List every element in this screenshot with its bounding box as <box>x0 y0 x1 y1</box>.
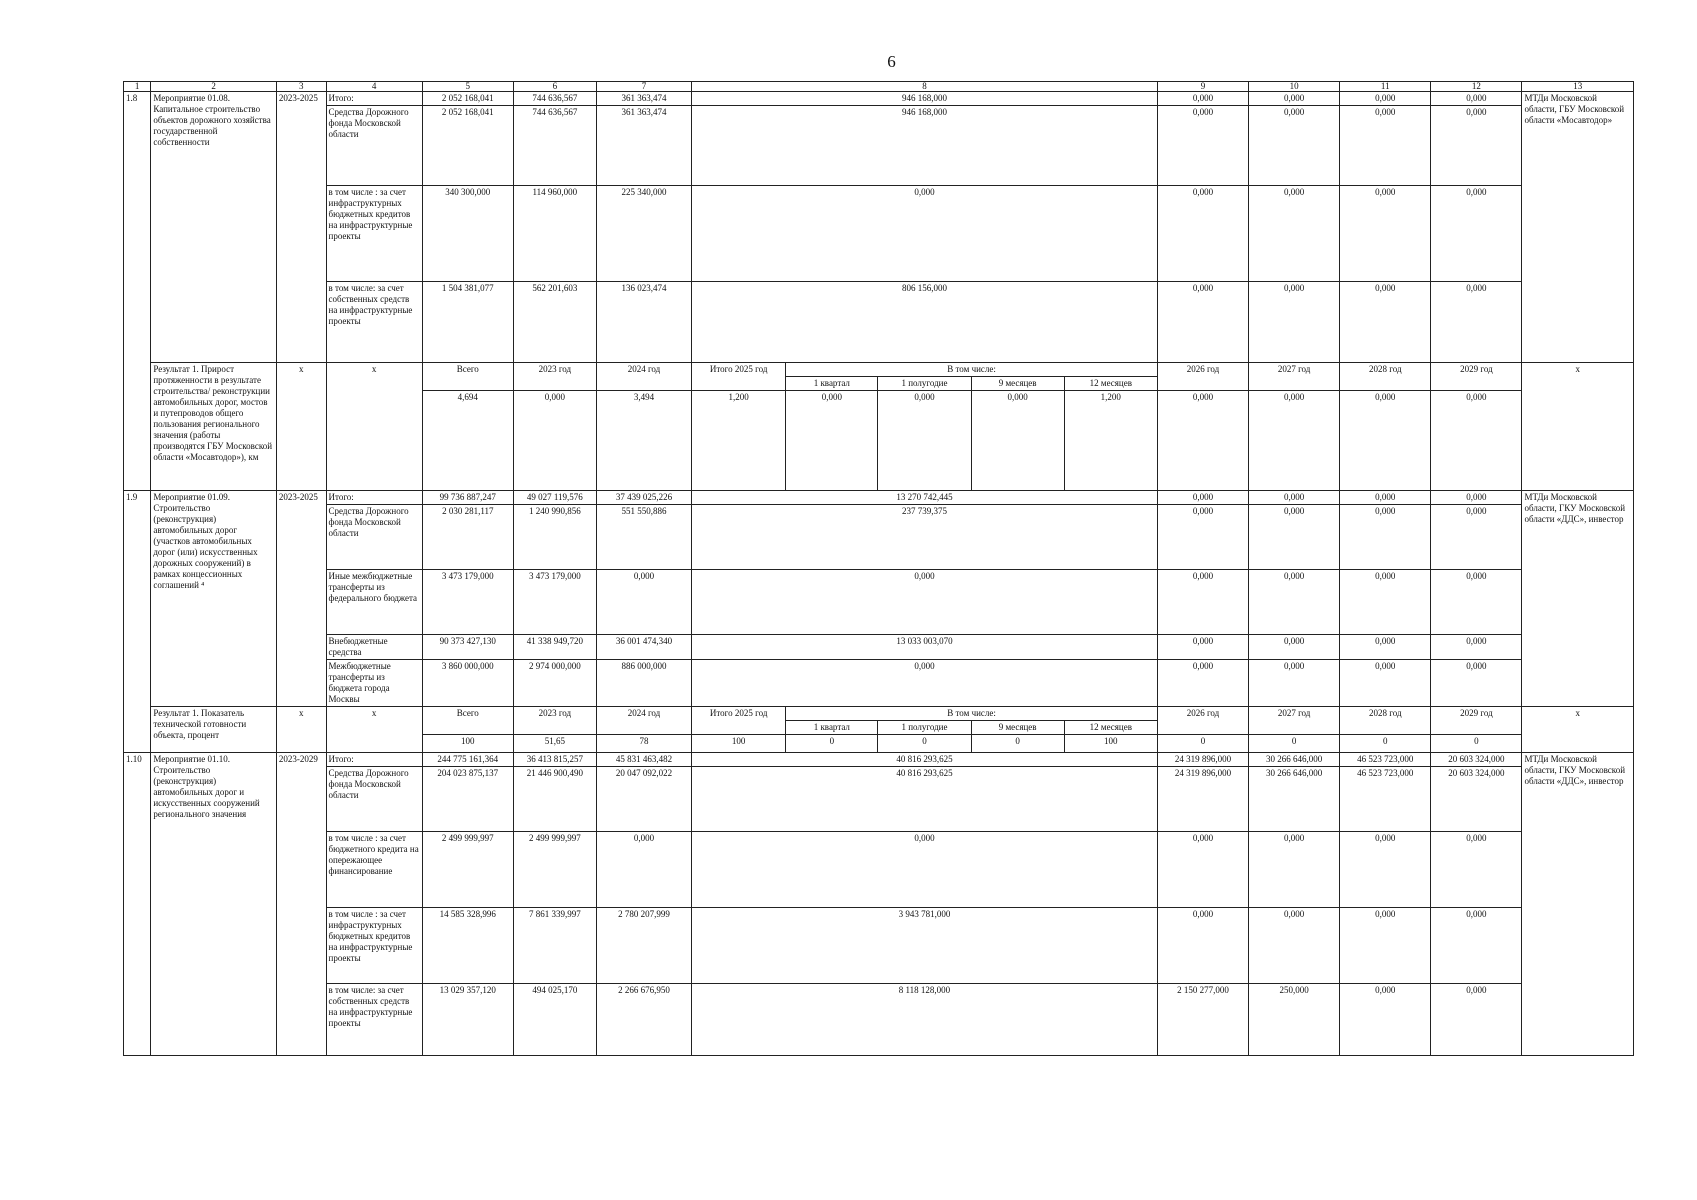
value-2024: 361 363,474 <box>596 106 691 186</box>
program-table <box>123 81 1634 1056</box>
table-row <box>124 908 1634 984</box>
value-2025: 0,000 <box>692 570 1158 635</box>
header-cell: 5 <box>422 82 513 92</box>
value-2027: 0,000 <box>1249 92 1340 106</box>
result-value-2027: 0,000 <box>1249 391 1340 491</box>
value-2026: 0,000 <box>1157 491 1248 505</box>
result-header-including: В том числе: <box>786 707 1158 721</box>
funding-source: в том числе : за счет инфраструктурных бюджетных кредитов на инфраструктурные проекты <box>326 186 422 282</box>
value-total: 99 736 887,247 <box>422 491 513 505</box>
result-x: х <box>1522 707 1634 753</box>
value-2028: 0,000 <box>1340 832 1431 908</box>
value-2024: 361 363,474 <box>596 92 691 106</box>
value-total: 340 300,000 <box>422 186 513 282</box>
value-2028: 46 523 723,000 <box>1340 753 1431 767</box>
funding-source: Внебюджетные средства <box>326 635 422 660</box>
event-number: 1.8 <box>124 92 151 491</box>
result-header-2028: 2028 год <box>1340 707 1431 735</box>
value-2024: 551 550,886 <box>596 505 691 570</box>
value-2028: 0,000 <box>1340 984 1431 1056</box>
result-value-h1: 0,000 <box>878 391 971 491</box>
header-cell: 11 <box>1340 82 1431 92</box>
result-header-2024: 2024 год <box>596 363 691 391</box>
value-2025: 40 816 293,625 <box>692 767 1158 832</box>
result-value-12m: 1,200 <box>1064 391 1157 491</box>
header-cell: 13 <box>1522 82 1634 92</box>
header-cell: 3 <box>276 82 326 92</box>
value-2024: 0,000 <box>596 570 691 635</box>
result-header-total: Всего <box>422 707 513 735</box>
funding-source: Средства Дорожного фонда Московской области <box>326 106 422 186</box>
value-2024: 45 831 463,482 <box>596 753 691 767</box>
value-2025: 3 943 781,000 <box>692 908 1158 984</box>
result-header-q1: 1 квартал <box>786 721 878 735</box>
event-number: 1.10 <box>124 753 151 1056</box>
table-row <box>124 767 1634 832</box>
value-2029: 0,000 <box>1431 660 1522 707</box>
value-2025: 237 739,375 <box>692 505 1158 570</box>
value-2029: 0,000 <box>1431 635 1522 660</box>
value-total: 2 052 168,041 <box>422 106 513 186</box>
value-2028: 0,000 <box>1340 570 1431 635</box>
result-value-h1: 0 <box>878 735 971 753</box>
value-total: 204 023 875,137 <box>422 767 513 832</box>
value-2027: 30 266 646,000 <box>1249 753 1340 767</box>
header-cell: 8 <box>692 82 1158 92</box>
value-2028: 0,000 <box>1340 186 1431 282</box>
result-header-2026: 2026 год <box>1157 707 1248 735</box>
value-2026: 2 150 277,000 <box>1157 984 1248 1056</box>
value-2025: 40 816 293,625 <box>692 753 1158 767</box>
page-number: 6 <box>887 52 896 71</box>
value-2026: 0,000 <box>1157 106 1248 186</box>
value-2029: 0,000 <box>1431 832 1522 908</box>
value-2023: 1 240 990,856 <box>513 505 596 570</box>
value-2029: 20 603 324,000 <box>1431 767 1522 832</box>
result-x: х <box>276 363 326 491</box>
result-header-2029: 2029 год <box>1431 363 1522 391</box>
value-2027: 0,000 <box>1249 660 1340 707</box>
value-2023: 744 636,567 <box>513 106 596 186</box>
event-years: 2023-2025 <box>276 92 326 363</box>
value-2027: 0,000 <box>1249 491 1340 505</box>
header-cell: 7 <box>596 82 691 92</box>
table-row <box>124 186 1634 282</box>
result-header-h1: 1 полугодие <box>878 721 971 735</box>
value-2026: 0,000 <box>1157 635 1248 660</box>
funding-source: в том числе: за счет собственных средств на инфраструктурные проекты <box>326 984 422 1056</box>
result-value-2029: 0 <box>1431 735 1522 753</box>
table-row <box>124 92 1634 106</box>
value-total: 90 373 427,130 <box>422 635 513 660</box>
result-value-9m: 0,000 <box>971 391 1064 491</box>
result-x: х <box>276 707 326 753</box>
result-value-2024: 78 <box>596 735 691 753</box>
value-2026: 0,000 <box>1157 660 1248 707</box>
value-2029: 0,000 <box>1431 505 1522 570</box>
table-row <box>124 282 1634 363</box>
table-row <box>124 505 1634 570</box>
result-value-2026: 0 <box>1157 735 1248 753</box>
value-2023: 49 027 119,576 <box>513 491 596 505</box>
result-value-2029: 0,000 <box>1431 391 1522 491</box>
value-2026: 0,000 <box>1157 832 1248 908</box>
value-2024: 886 000,000 <box>596 660 691 707</box>
value-2023: 21 446 900,490 <box>513 767 596 832</box>
value-total: 2 499 999,997 <box>422 832 513 908</box>
value-2024: 136 023,474 <box>596 282 691 363</box>
value-2026: 0,000 <box>1157 186 1248 282</box>
result-x: х <box>326 363 422 491</box>
result-header-2028: 2028 год <box>1340 363 1431 391</box>
result-value-q1: 0,000 <box>786 391 878 491</box>
table-row <box>124 570 1634 635</box>
value-2028: 0,000 <box>1340 635 1431 660</box>
event-name: Мероприятие 01.10. Строительство (реконструкция) автомобильных дорог и искусственных сооружений регионального значения <box>151 753 277 1056</box>
value-2025: 0,000 <box>692 832 1158 908</box>
value-2028: 0,000 <box>1340 908 1431 984</box>
value-total: 3 860 000,000 <box>422 660 513 707</box>
value-2024: 20 047 092,022 <box>596 767 691 832</box>
value-2024: 37 439 025,226 <box>596 491 691 505</box>
value-total: 13 029 357,120 <box>422 984 513 1056</box>
event-name: Мероприятие 01.08. Капитальное строительство объектов дорожного хозяйства государственной собственности <box>151 92 277 363</box>
value-2028: 46 523 723,000 <box>1340 767 1431 832</box>
value-2025: 806 156,000 <box>692 282 1158 363</box>
result-value-9m: 0 <box>971 735 1064 753</box>
result-header-9m: 9 месяцев <box>971 377 1064 391</box>
funding-source: Средства Дорожного фонда Московской области <box>326 505 422 570</box>
value-2025: 13 270 742,445 <box>692 491 1158 505</box>
result-value-12m: 100 <box>1064 735 1157 753</box>
result-value-q1: 0 <box>786 735 878 753</box>
event-executor: МТДи Московской области, ГКУ Московской области «ДДС», инвестор <box>1522 491 1634 707</box>
funding-source: Иные межбюджетные трансферты из федерального бюджета <box>326 570 422 635</box>
value-total: 2 030 281,117 <box>422 505 513 570</box>
value-2023: 2 499 999,997 <box>513 832 596 908</box>
result-header-2024: 2024 год <box>596 707 691 735</box>
value-2024: 36 001 474,340 <box>596 635 691 660</box>
table-row <box>124 984 1634 1056</box>
value-2024: 0,000 <box>596 832 691 908</box>
result-header-2023: 2023 год <box>513 707 596 735</box>
funding-source: Межбюджетные трансферты из бюджета города Москвы <box>326 660 422 707</box>
value-2025: 8 118 128,000 <box>692 984 1158 1056</box>
result-value-2023: 0,000 <box>513 391 596 491</box>
result-name: Результат 1. Показатель технической готовности объекта, процент <box>151 707 277 753</box>
result-value-total: 100 <box>422 735 513 753</box>
value-2023: 3 473 179,000 <box>513 570 596 635</box>
value-2029: 0,000 <box>1431 92 1522 106</box>
value-2026: 24 319 896,000 <box>1157 767 1248 832</box>
result-value-2025: 1,200 <box>692 391 786 491</box>
value-2029: 0,000 <box>1431 908 1522 984</box>
value-2028: 0,000 <box>1340 491 1431 505</box>
result-header-2026: 2026 год <box>1157 363 1248 391</box>
result-value-2028: 0 <box>1340 735 1431 753</box>
value-2026: 24 319 896,000 <box>1157 753 1248 767</box>
value-total: 1 504 381,077 <box>422 282 513 363</box>
value-2027: 0,000 <box>1249 908 1340 984</box>
value-2027: 0,000 <box>1249 570 1340 635</box>
funding-source: Итого: <box>326 753 422 767</box>
header-row <box>124 82 1634 92</box>
header-cell: 10 <box>1249 82 1340 92</box>
event-executor: МТДи Московской области, ГБУ Московской области «Мосавтодор» <box>1522 92 1634 363</box>
value-2024: 225 340,000 <box>596 186 691 282</box>
header-cell: 4 <box>326 82 422 92</box>
value-2026: 0,000 <box>1157 282 1248 363</box>
value-total: 3 473 179,000 <box>422 570 513 635</box>
value-2025: 946 168,000 <box>692 92 1158 106</box>
table-row <box>124 491 1634 505</box>
value-2027: 0,000 <box>1249 282 1340 363</box>
value-2029: 0,000 <box>1431 491 1522 505</box>
value-2026: 0,000 <box>1157 92 1248 106</box>
header-cell: 2 <box>151 82 277 92</box>
value-2023: 562 201,603 <box>513 282 596 363</box>
result-header-row <box>124 707 1634 721</box>
result-header-q1: 1 квартал <box>786 377 878 391</box>
value-2023: 36 413 815,257 <box>513 753 596 767</box>
event-name: Мероприятие 01.09. Строительство (реконструкция) автомобильных дорог (участков автомобильных дорог (или) искусственных дорожных сооружений) в рамках концессионных соглашений ⁴ <box>151 491 277 707</box>
value-2028: 0,000 <box>1340 106 1431 186</box>
header-cell: 12 <box>1431 82 1522 92</box>
result-value-total: 4,694 <box>422 391 513 491</box>
value-2023: 7 861 339,997 <box>513 908 596 984</box>
funding-source: в том числе : за счет бюджетного кредита на опережающее финансирование <box>326 832 422 908</box>
value-2027: 0,000 <box>1249 832 1340 908</box>
value-total: 14 585 328,996 <box>422 908 513 984</box>
result-x: х <box>326 707 422 753</box>
value-total: 2 052 168,041 <box>422 92 513 106</box>
value-2027: 0,000 <box>1249 505 1340 570</box>
value-2027: 0,000 <box>1249 635 1340 660</box>
value-2027: 250,000 <box>1249 984 1340 1056</box>
value-2025: 0,000 <box>692 186 1158 282</box>
funding-source: в том числе: за счет собственных средств на инфраструктурные проекты <box>326 282 422 363</box>
value-2024: 2 780 207,999 <box>596 908 691 984</box>
result-header-h1: 1 полугодие <box>878 377 971 391</box>
value-2028: 0,000 <box>1340 282 1431 363</box>
result-value-2027: 0 <box>1249 735 1340 753</box>
result-header-9m: 9 месяцев <box>971 721 1064 735</box>
result-header-2029: 2029 год <box>1431 707 1522 735</box>
result-header-2023: 2023 год <box>513 363 596 391</box>
result-value-2023: 51,65 <box>513 735 596 753</box>
header-cell: 9 <box>1157 82 1248 92</box>
value-2029: 20 603 324,000 <box>1431 753 1522 767</box>
value-2023: 494 025,170 <box>513 984 596 1056</box>
result-header-row <box>124 363 1634 377</box>
value-2029: 0,000 <box>1431 984 1522 1056</box>
table-row <box>124 753 1634 767</box>
result-name: Результат 1. Прирост протяженности в результате строительства/ реконструкции автомобильных дорог, мостов и путепроводов общего пользования регионального значения (работы производятся ГБУ Московской области «Мосавтодор»), км <box>151 363 277 491</box>
value-2029: 0,000 <box>1431 186 1522 282</box>
event-executor: МТДи Московской области, ГКУ Московской области «ДДС», инвестор <box>1522 753 1634 1056</box>
value-2024: 2 266 676,950 <box>596 984 691 1056</box>
value-2026: 0,000 <box>1157 505 1248 570</box>
value-2028: 0,000 <box>1340 92 1431 106</box>
value-2027: 0,000 <box>1249 106 1340 186</box>
value-2026: 0,000 <box>1157 570 1248 635</box>
value-2028: 0,000 <box>1340 505 1431 570</box>
value-2023: 2 974 000,000 <box>513 660 596 707</box>
funding-source: Итого: <box>326 491 422 505</box>
value-total: 244 775 161,364 <box>422 753 513 767</box>
funding-source: в том числе : за счет инфраструктурных бюджетных кредитов на инфраструктурные проекты <box>326 908 422 984</box>
result-header-2025: Итого 2025 год <box>692 707 786 735</box>
value-2025: 13 033 003,070 <box>692 635 1158 660</box>
table-row <box>124 660 1634 707</box>
result-header-including: В том числе: <box>786 363 1158 377</box>
result-value-2026: 0,000 <box>1157 391 1248 491</box>
funding-source: Средства Дорожного фонда Московской области <box>326 767 422 832</box>
result-header-2025: Итого 2025 год <box>692 363 786 391</box>
value-2025: 0,000 <box>692 660 1158 707</box>
value-2023: 114 960,000 <box>513 186 596 282</box>
result-header-2027: 2027 год <box>1249 707 1340 735</box>
value-2023: 41 338 949,720 <box>513 635 596 660</box>
value-2026: 0,000 <box>1157 908 1248 984</box>
header-cell: 1 <box>124 82 151 92</box>
event-number: 1.9 <box>124 491 151 753</box>
table-row <box>124 832 1634 908</box>
result-header-12m: 12 месяцев <box>1064 377 1157 391</box>
result-value-2025: 100 <box>692 735 786 753</box>
event-years: 2023-2029 <box>276 753 326 1056</box>
value-2028: 0,000 <box>1340 660 1431 707</box>
value-2029: 0,000 <box>1431 106 1522 186</box>
funding-source: Итого: <box>326 92 422 106</box>
value-2027: 30 266 646,000 <box>1249 767 1340 832</box>
result-value-2028: 0,000 <box>1340 391 1431 491</box>
result-x: х <box>1522 363 1634 491</box>
header-cell: 6 <box>513 82 596 92</box>
event-years: 2023-2025 <box>276 491 326 707</box>
value-2023: 744 636,567 <box>513 92 596 106</box>
result-header-12m: 12 месяцев <box>1064 721 1157 735</box>
table-row <box>124 106 1634 186</box>
table-row <box>124 635 1634 660</box>
result-value-2024: 3,494 <box>596 391 691 491</box>
result-header-2027: 2027 год <box>1249 363 1340 391</box>
value-2029: 0,000 <box>1431 570 1522 635</box>
value-2025: 946 168,000 <box>692 106 1158 186</box>
value-2027: 0,000 <box>1249 186 1340 282</box>
value-2029: 0,000 <box>1431 282 1522 363</box>
result-header-total: Всего <box>422 363 513 391</box>
